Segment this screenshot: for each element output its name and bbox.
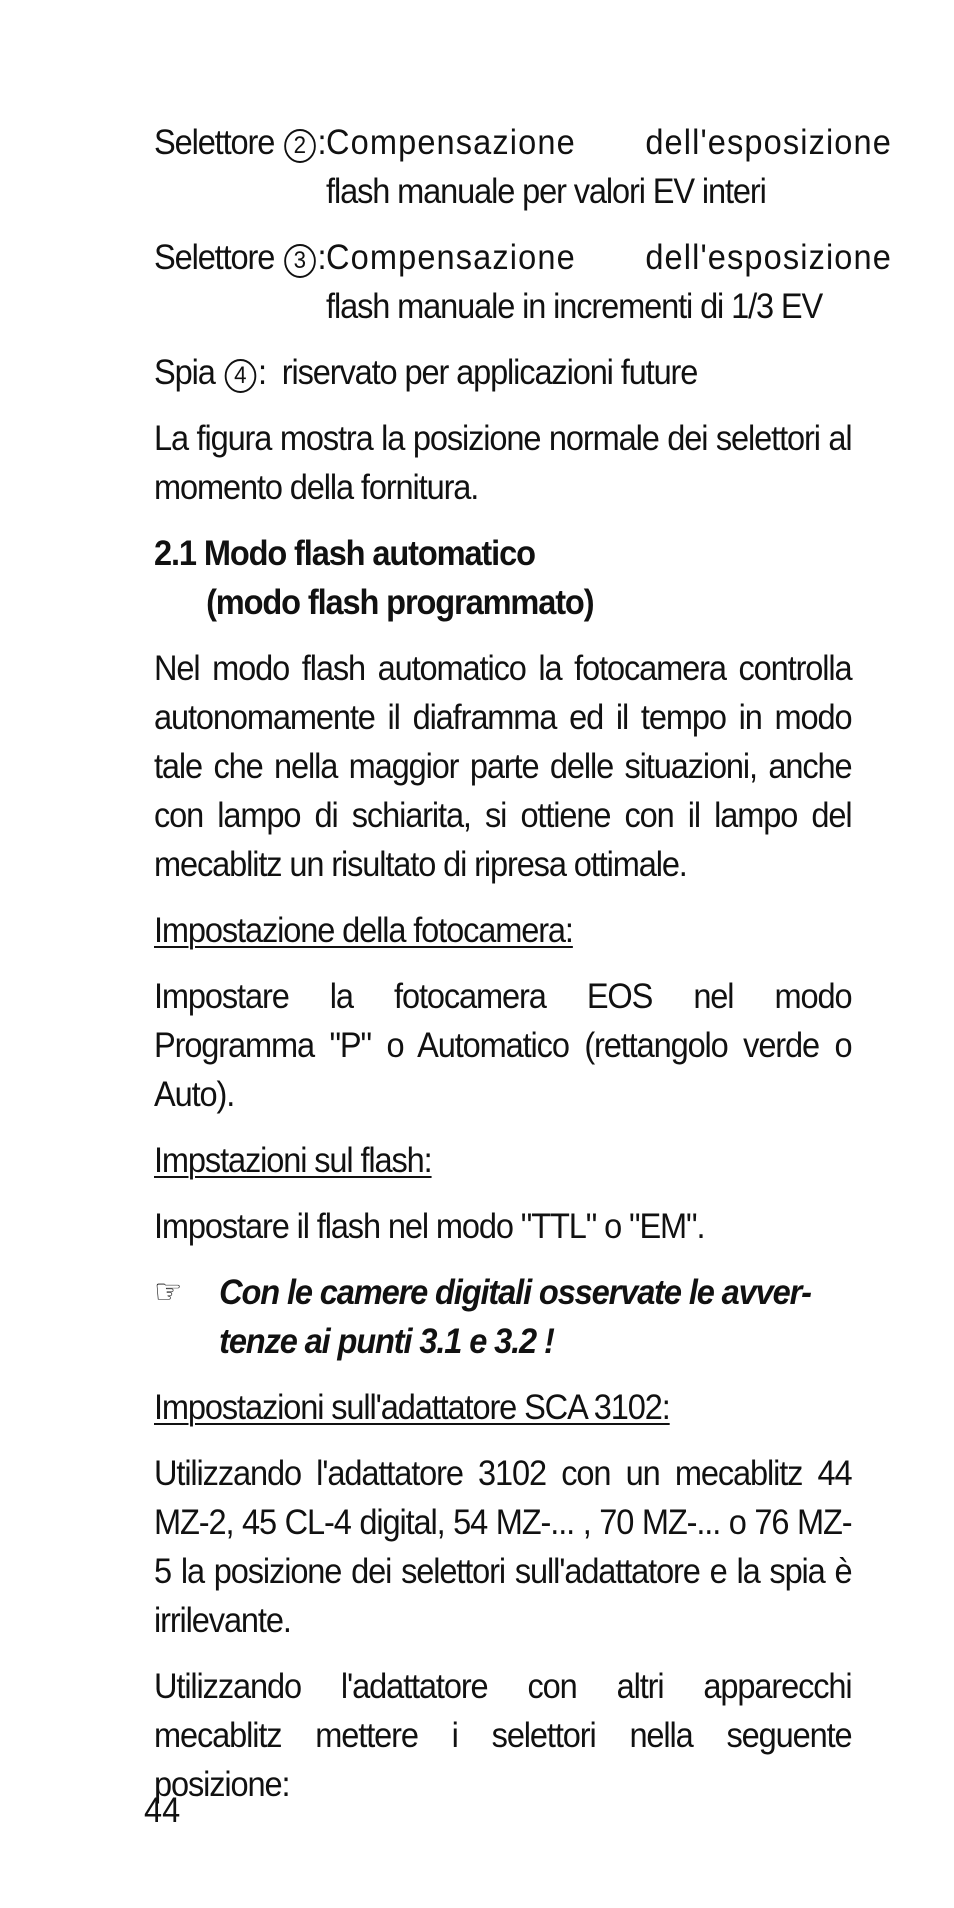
- selector-2-entry: [154, 118, 892, 216]
- section-heading: [154, 529, 852, 627]
- circled-number-2: 2: [284, 129, 316, 163]
- adapter-paragraph-2: Utilizzando l'adattatore con altri apparecchi mecablitz mettere i selettori nella seguente posizione:: [154, 1667, 852, 1804]
- document-page: [154, 118, 892, 1809]
- selector-3-description: [326, 233, 892, 331]
- spia-label-text: Spia: [154, 353, 215, 392]
- spia-4-entry: [154, 348, 852, 397]
- flash-setup-heading: Impstazioni sul flash:: [154, 1141, 432, 1180]
- flash-setup-text: Impostare il flash nel modo "TTL" o "EM".: [154, 1207, 705, 1246]
- note-text: [219, 1268, 851, 1366]
- section-heading-line2: (modo flash programmato): [206, 583, 594, 622]
- selector-3-line1: Compensazione dell'esposizione: [326, 238, 892, 277]
- selector-3-label: [154, 233, 326, 282]
- circled-number-4: 4: [224, 359, 256, 393]
- pointing-hand-icon: ☞: [154, 1273, 183, 1311]
- selector-2-label: [154, 118, 326, 167]
- selector-colon: :: [317, 238, 326, 277]
- camera-setup-heading: Impostazione della fotocamera:: [154, 911, 573, 950]
- adapter-paragraph-1: Utilizzando l'adattatore 3102 con un mecablitz 44 MZ-2, 45 CL-4 digital, 54 MZ-... , 70 MZ-... o 76 MZ-5 la posizione dei selettori sull'adattatore e la spia è irrilevante.: [154, 1454, 852, 1640]
- intro-paragraph: La figura mostra la posizione normale dei selettori al momento della fornitura.: [154, 419, 852, 507]
- spia-4-description: riservato per applicazioni future: [281, 353, 698, 392]
- selector-colon: :: [317, 123, 326, 162]
- circled-number-3: 3: [284, 244, 316, 278]
- digital-camera-note: [154, 1268, 852, 1366]
- section-body-paragraph: Nel modo flash automatico la fotocamera controlla autonomamente il diaframma ed il tempo in modo tale che nella maggior parte delle situazioni, anche con lampo di schiarita, si ottiene con il lampo del mecablitz un risultato di ripresa ottimale.: [154, 649, 852, 884]
- selector-3-line2: flash manuale in incrementi di 1/3 EV: [326, 287, 823, 326]
- selector-label-text: Selettore: [154, 238, 275, 277]
- spia-4-label: [154, 348, 282, 397]
- selector-2-line1: Compensazione dell'esposizione: [326, 123, 892, 162]
- page-number: 44: [144, 1791, 181, 1830]
- adapter-setup-heading: Impostazioni sull'adattatore SCA 3102:: [154, 1388, 670, 1427]
- camera-setup-text: Impostare la fotocamera EOS nel modo Programma "P" o Automatico (rettangolo verde o Auto).: [154, 977, 852, 1114]
- spia-colon: :: [257, 353, 266, 392]
- section-heading-line1: 2.1 Modo flash automatico: [154, 534, 535, 573]
- note-line2: tenze ai punti 3.1 e 3.2 !: [219, 1322, 554, 1361]
- selector-label-text: Selettore: [154, 123, 275, 162]
- selector-2-description: [326, 118, 892, 216]
- selector-2-line2: flash manuale per valori EV interi: [326, 172, 766, 211]
- selector-3-entry: [154, 233, 892, 331]
- note-line1: Con le camere digitali osservate le avver-: [219, 1273, 811, 1312]
